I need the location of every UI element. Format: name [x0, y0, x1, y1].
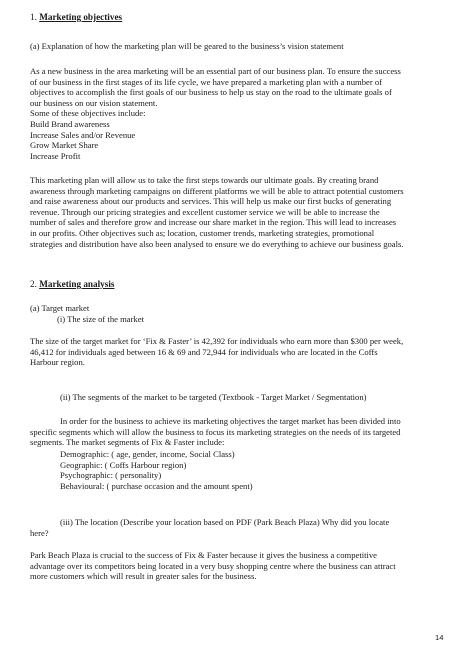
segments-heading: (ii) The segments of the market to be targeted (Textbook - Target Market / Segmentation)	[60, 392, 367, 402]
page-number: 14	[435, 633, 444, 642]
section-1-heading	[30, 12, 450, 23]
paragraph-line: awareness through marketing campaigns on different platforms we will be able to attract potential customers	[30, 185, 404, 196]
location-heading	[30, 517, 450, 538]
paragraph-line: The size of the target market for ‘Fix & Faster’ is 42,392 for individuals who earn more than $300 per week,	[30, 336, 404, 346]
section-2-heading	[30, 279, 450, 290]
location-heading-line: here?	[30, 527, 49, 538]
paragraph-line: advantage over its competitors being located in a very busy shopping centre where the business can attract	[30, 560, 396, 571]
market-size-heading: (i) The size of the market	[57, 313, 144, 324]
section-1-paragraph-1	[30, 66, 450, 161]
paragraph-line: number of sales and therefore grow and increase our share market in the region. This will lead to increases	[30, 217, 397, 228]
section-2-title: Marketing analysis	[39, 279, 115, 289]
paragraph-line: This marketing plan will allow us to take the first steps towards our ultimate goals. By creating brand	[30, 175, 379, 185]
objective-item: Grow Market Share	[30, 140, 99, 151]
paragraph-line: Harbour region.	[30, 357, 85, 368]
market-size-paragraph	[30, 336, 450, 368]
paragraph-line: of our business in the first stages of its life cycle, we have prepared a marketing plan with a number of	[30, 76, 382, 87]
segment-item: Behavioural: ( purchase occasion and the amount spent)	[60, 480, 253, 491]
section-1-paragraph-2	[30, 175, 450, 249]
paragraph-line: objectives to accomplish the first goals of our business to help us stay on the road to the ultimate goals of	[30, 87, 392, 98]
segment-item: Psychographic: ( personality)	[60, 470, 162, 481]
objectives-intro: Some of these objectives include:	[30, 108, 146, 119]
paragraph-line: segments. The market segments of Fix & Faster include:	[30, 437, 225, 448]
paragraph-line: Park Beach Plaza is crucial to the success of Fix & Faster because it gives the business a competitive	[30, 550, 377, 560]
paragraph-line: 46,412 for individuals aged between 16 & 69 and 72,944 for individuals who are located in the Coffs	[30, 346, 378, 357]
target-market-heading: (a) Target market	[30, 303, 90, 313]
section-2-subheading-a	[30, 303, 450, 324]
paragraph-line: our business on our vision statement.	[30, 97, 158, 108]
segment-item: Demographic: ( age, gender, income, Social Class)	[60, 449, 235, 459]
paragraph-line: in our profits. Other objectives such as; location, customer trends, marketing strategies, promotional	[30, 227, 375, 238]
segments-paragraph	[30, 416, 450, 448]
paragraph-line: In order for the business to achieve its marketing objectives the target market has been divided into	[60, 416, 401, 426]
section-1-title: Marketing objectives	[39, 12, 123, 22]
objective-item: Build Brand awareness	[30, 118, 110, 129]
section-2-number: 2.	[30, 279, 37, 289]
section-1-subheading-a: (a) Explanation of how the marketing plan will be geared to the business’s vision statement	[30, 41, 344, 51]
segment-item: Geographic: ( Coffs Harbour region)	[60, 459, 187, 470]
segments-list	[30, 449, 474, 491]
paragraph-line: As a new business in the area marketing will be an essential part of our business plan. To ensure the success	[30, 66, 401, 76]
paragraph-line: more customers which will result in greater sales for the business.	[30, 571, 257, 582]
paragraph-line: specific segments which will allow the business to focus its marketing strategies on the needs of its targeted	[30, 426, 401, 437]
location-heading-line: (iii) The location (Describe your location based on PDF (Park Beach Plaza) Why did you locate	[60, 517, 390, 527]
paragraph-line: revenue. Through our pricing strategies and excellent customer service we will be able to increase the	[30, 206, 380, 217]
objective-item: Increase Sales and/or Revenue	[30, 129, 136, 140]
location-paragraph	[30, 550, 450, 582]
paragraph-line: strategies and distribution have also been analysed to ensure we do everything to achieve our business goals.	[30, 238, 404, 249]
objective-item: Increase Profit	[30, 150, 81, 161]
section-1-number: 1.	[30, 12, 37, 22]
paragraph-line: and raise awareness about our products and services. This will help us make our first bucks of generating	[30, 196, 392, 207]
